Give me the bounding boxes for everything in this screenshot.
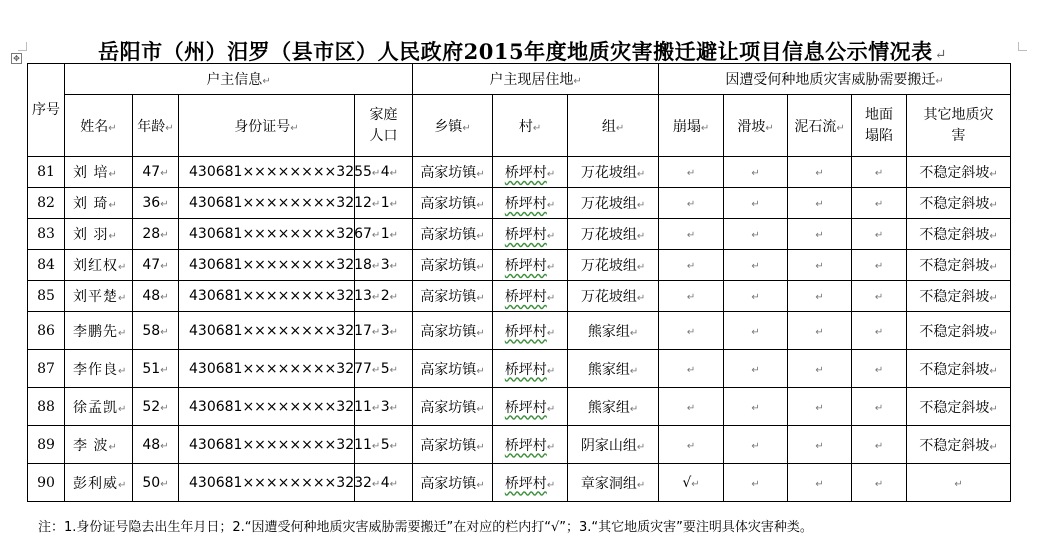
row-collapse (659, 250, 724, 281)
header-owner-info: 户主信息↵ (65, 64, 413, 95)
row-age: 48↵ (133, 281, 179, 312)
row-village: 桥坪村↵ (493, 250, 568, 281)
paragraph-mark-icon: ↵ (686, 292, 696, 303)
paragraph-mark-icon: ↵ (118, 479, 128, 491)
row-subsidence (852, 219, 907, 250)
paragraph-mark-icon: ↵ (546, 327, 556, 339)
row-name: 李作良↵ (65, 350, 133, 388)
paragraph-mark-icon: ↵ (989, 403, 998, 415)
paragraph-mark-icon: ↵ (751, 402, 760, 414)
row-seq: 85 (28, 281, 65, 312)
paragraph-mark-icon: ↵ (546, 441, 556, 453)
header-residence: 户主现居住地↵ (413, 64, 659, 95)
paragraph-mark-icon: ↵ (108, 200, 118, 211)
header-hazard-type: 因遭受何种地质灾害威胁需要搬迁↵ (659, 64, 1011, 95)
document-title (0, 36, 1045, 66)
row-debris-flow (788, 426, 852, 464)
paragraph-mark-icon: ↵ (815, 261, 824, 272)
paragraph-mark-icon: ↵ (160, 230, 169, 241)
paragraph-mark-icon: ↵ (118, 262, 128, 273)
paragraph-mark-icon: ↵ (476, 403, 485, 415)
row-id-number: 430681××××××××3212↵ (179, 188, 355, 219)
paragraph-mark-icon: ↵ (546, 231, 556, 242)
paragraph-mark-icon: ↵ (371, 402, 381, 414)
paragraph-mark-icon: ↵ (160, 168, 169, 179)
row-other-hazard: 不稳定斜坡↵ (907, 350, 1011, 388)
paragraph-mark-icon: ↵ (629, 327, 639, 339)
row-age: 50↵ (133, 464, 179, 502)
row-id-number: 430681××××××××3211↵ (179, 388, 355, 426)
row-other-hazard: 不稳定斜坡↵ (907, 219, 1011, 250)
paragraph-mark-icon: ↵ (108, 169, 118, 180)
row-id-number: 430681××××××××3277↵ (179, 350, 355, 388)
paragraph-mark-icon: ↵ (389, 478, 399, 490)
paragraph-mark-icon: ↵ (751, 168, 760, 179)
paragraph-mark-icon: ↵ (160, 402, 169, 414)
row-subsidence (852, 312, 907, 350)
row-town: 高家坊镇↵ (413, 426, 493, 464)
row-name: 刘 培↵ (65, 157, 133, 188)
row-landslide (724, 219, 788, 250)
row-household: 4↵ (355, 157, 413, 188)
row-collapse: √↵ (659, 464, 724, 502)
paragraph-mark-icon: ↵ (815, 230, 824, 241)
row-household: 1↵ (355, 188, 413, 219)
row-town: 高家坊镇↵ (413, 188, 493, 219)
paragraph-mark-icon: ↵ (118, 365, 128, 377)
paragraph-mark-icon: ↵ (476, 262, 485, 273)
row-household: 5↵ (355, 350, 413, 388)
row-debris-flow (788, 157, 852, 188)
row-village: 桥坪村↵ (493, 281, 568, 312)
row-landslide (724, 157, 788, 188)
row-village: 桥坪村↵ (493, 350, 568, 388)
row-town: 高家坊镇↵ (413, 250, 493, 281)
paragraph-mark-icon: ↵ (476, 441, 485, 453)
row-landslide (724, 188, 788, 219)
row-collapse (659, 281, 724, 312)
paragraph-mark-icon: ↵ (389, 292, 399, 303)
paragraph-mark-icon: ↵ (751, 478, 760, 490)
table-row (28, 188, 1011, 219)
paragraph-mark-icon: ↵ (691, 478, 700, 490)
paragraph-mark-icon: ↵ (546, 169, 556, 180)
row-household: 4↵ (355, 464, 413, 502)
row-debris-flow (788, 464, 852, 502)
paragraph-mark-icon: ↵ (989, 365, 998, 377)
row-debris-flow (788, 281, 852, 312)
row-town: 高家坊镇↵ (413, 281, 493, 312)
header-subsidence: 地面塌陷 (852, 95, 907, 157)
paragraph-mark-icon: ↵ (989, 200, 998, 211)
row-landslide (724, 388, 788, 426)
paragraph-mark-icon: ↵ (815, 168, 824, 179)
row-other-hazard (907, 464, 1011, 502)
paragraph-mark-icon: ↵ (118, 327, 128, 339)
row-age: 28↵ (133, 219, 179, 250)
row-village: 桥坪村↵ (493, 464, 568, 502)
table-row (28, 426, 1011, 464)
row-town: 高家坊镇↵ (413, 350, 493, 388)
table-move-handle-icon[interactable]: ✥ (11, 53, 22, 64)
paragraph-mark-icon: ↵ (751, 261, 760, 272)
row-other-hazard: 不稳定斜坡↵ (907, 281, 1011, 312)
header-collapse: 崩塌↵ (659, 95, 724, 157)
paragraph-mark-icon: ↵ (989, 231, 998, 242)
table-row (28, 388, 1011, 426)
row-group: 熊家组↵ (568, 312, 659, 350)
header-seq: 序号 (28, 64, 65, 157)
paragraph-mark-icon: ↵ (636, 231, 646, 242)
paragraph-mark-icon: ↵ (686, 230, 696, 241)
paragraph-mark-icon: ↵ (546, 293, 556, 304)
paragraph-mark-icon: ↵ (874, 478, 884, 490)
paragraph-mark-icon: ↵ (371, 292, 381, 303)
paragraph-mark-icon: ↵ (874, 168, 884, 179)
title-text: 岳阳市（州）汨罗（县市区）人民政府2015年度地质灾害搬迁避让项目信息公示情况表 (98, 39, 933, 64)
paragraph-mark-icon: ↵ (686, 402, 696, 414)
paragraph-mark-icon: ↵ (874, 440, 884, 452)
paragraph-mark-icon: ↵ (389, 402, 399, 414)
paragraph-mark-icon: ↵ (476, 200, 485, 211)
paragraph-mark-icon: ↵ (686, 440, 696, 452)
paragraph-mark-icon: ↵ (636, 169, 646, 180)
paragraph-mark-icon: ↵ (108, 441, 118, 453)
row-id-number: 430681××××××××3213↵ (179, 281, 355, 312)
paragraph-mark-icon: ↵ (815, 199, 824, 210)
row-village: 桥坪村↵ (493, 188, 568, 219)
paragraph-mark-icon: ↵ (371, 478, 381, 490)
row-town: 高家坊镇↵ (413, 219, 493, 250)
row-collapse (659, 157, 724, 188)
row-village: 桥坪村↵ (493, 426, 568, 464)
paragraph-mark-icon: ↵ (636, 262, 646, 273)
paragraph-mark-icon: ↵ (118, 403, 128, 415)
row-age: 47↵ (133, 250, 179, 281)
row-age: 51↵ (133, 350, 179, 388)
paragraph-mark-icon: ↵ (686, 326, 696, 338)
paragraph-mark-icon: ↵ (371, 199, 381, 210)
paragraph-mark-icon: ↵ (989, 169, 998, 180)
paragraph-mark-icon: ↵ (989, 293, 998, 304)
paragraph-mark-icon: ↵ (636, 293, 646, 304)
paragraph-mark-icon: ↵ (751, 292, 760, 303)
paragraph-mark-icon: ↵ (686, 261, 696, 272)
row-collapse (659, 388, 724, 426)
row-village: 桥坪村↵ (493, 312, 568, 350)
paragraph-mark-icon: ↵ (751, 364, 760, 376)
paragraph-mark-icon: ↵ (160, 364, 169, 376)
paragraph-mark-icon: ↵ (636, 441, 646, 453)
row-id-number: 430681××××××××3267↵ (179, 219, 355, 250)
row-name: 刘 羽↵ (65, 219, 133, 250)
row-group: 阴家山组↵ (568, 426, 659, 464)
row-debris-flow (788, 250, 852, 281)
row-subsidence (852, 464, 907, 502)
paragraph-mark-icon: ↵ (954, 478, 963, 490)
row-town: 高家坊镇↵ (413, 157, 493, 188)
row-household: 3↵ (355, 312, 413, 350)
row-id-number: 430681××××××××3211↵ (179, 426, 355, 464)
paragraph-mark-icon: ↵ (476, 169, 485, 180)
paragraph-mark-icon: ↵ (815, 326, 824, 338)
row-landslide (724, 464, 788, 502)
row-age: 52↵ (133, 388, 179, 426)
row-group: 万花坡组↵ (568, 250, 659, 281)
paragraph-mark-icon: ↵ (815, 402, 824, 414)
paragraph-mark-icon: ↵ (636, 479, 646, 491)
table-row (28, 219, 1011, 250)
footnote: 注：1.身份证号隐去出生年月日；2.“因遭受何种地质灾害威胁需要搬迁”在对应的栏内打“√”；3.“其它地质灾害”要注明具体灾害种类。 (38, 520, 813, 535)
paragraph-mark-icon: ↵ (636, 200, 646, 211)
row-group: 万花坡组↵ (568, 157, 659, 188)
row-household: 1↵ (355, 219, 413, 250)
relocation-table (27, 63, 1011, 502)
paragraph-mark-icon: ↵ (874, 326, 884, 338)
paragraph-mark-icon: ↵ (815, 292, 824, 303)
row-seq: 90 (28, 464, 65, 502)
row-village: 桥坪村↵ (493, 219, 568, 250)
paragraph-mark-icon: ↵ (160, 261, 169, 272)
paragraph-mark-icon: ↵ (686, 168, 696, 179)
row-seq: 84 (28, 250, 65, 281)
row-name: 徐孟凯↵ (65, 388, 133, 426)
row-seq: 87 (28, 350, 65, 388)
row-village: 桥坪村↵ (493, 388, 568, 426)
header-debris-flow: 泥石流↵ (788, 95, 852, 157)
row-name: 刘红权↵ (65, 250, 133, 281)
row-household: 5↵ (355, 426, 413, 464)
paragraph-mark-icon: ↵ (476, 365, 485, 377)
row-subsidence (852, 388, 907, 426)
row-landslide (724, 350, 788, 388)
row-subsidence (852, 250, 907, 281)
table-row (28, 250, 1011, 281)
paragraph-mark-icon: ↵ (389, 440, 399, 452)
row-town: 高家坊镇↵ (413, 312, 493, 350)
paragraph-mark-icon: ↵ (371, 261, 381, 272)
paragraph-mark-icon: ↵ (874, 199, 884, 210)
paragraph-mark-icon: ↵ (546, 365, 556, 377)
row-household: 3↵ (355, 250, 413, 281)
paragraph-mark-icon: ↵ (108, 231, 118, 242)
paragraph-mark-icon: ↵ (751, 326, 760, 338)
paragraph-mark-icon: ↵ (874, 402, 884, 414)
paragraph-mark-icon: ↵ (160, 199, 169, 210)
row-seq: 81 (28, 157, 65, 188)
paragraph-mark-icon: ↵ (371, 364, 381, 376)
paragraph-mark-icon: ↵ (389, 199, 399, 210)
paragraph-mark-icon: ↵ (546, 479, 556, 491)
paragraph-mark-icon: ↵ (389, 326, 399, 338)
header-landslide: 滑坡↵ (724, 95, 788, 157)
paragraph-mark-icon: ↵ (160, 292, 169, 303)
row-debris-flow (788, 312, 852, 350)
row-group: 熊家组↵ (568, 388, 659, 426)
row-group: 万花坡组↵ (568, 281, 659, 312)
paragraph-mark-icon: ↵ (371, 168, 381, 179)
row-household: 3↵ (355, 388, 413, 426)
paragraph-mark-icon: ↵ (389, 168, 399, 179)
row-other-hazard: 不稳定斜坡↵ (907, 250, 1011, 281)
paragraph-mark-icon: ↵ (476, 293, 485, 304)
table-row (28, 312, 1011, 350)
paragraph-mark-icon: ↵ (371, 230, 381, 241)
row-debris-flow (788, 350, 852, 388)
paragraph-mark-icon: ↵ (160, 326, 169, 338)
row-group: 万花坡组↵ (568, 219, 659, 250)
row-name: 刘平楚↵ (65, 281, 133, 312)
row-subsidence (852, 350, 907, 388)
paragraph-mark-icon: ↵ (934, 47, 947, 63)
paragraph-mark-icon: ↵ (546, 262, 556, 273)
paragraph-mark-icon: ↵ (476, 327, 485, 339)
row-debris-flow (788, 219, 852, 250)
row-collapse (659, 350, 724, 388)
row-name: 李鹏先↵ (65, 312, 133, 350)
paragraph-mark-icon: ↵ (389, 230, 399, 241)
table-row (28, 350, 1011, 388)
row-town: 高家坊镇↵ (413, 464, 493, 502)
header-other-hazard: 其它地质灾害 (907, 95, 1011, 157)
row-village: 桥坪村↵ (493, 157, 568, 188)
paragraph-mark-icon: ↵ (160, 440, 169, 452)
row-other-hazard: 不稳定斜坡↵ (907, 312, 1011, 350)
header-town: 乡镇↵ (413, 95, 493, 157)
paragraph-mark-icon: ↵ (389, 364, 399, 376)
paragraph-mark-icon: ↵ (874, 261, 884, 272)
header-age: 年龄↵ (133, 95, 179, 157)
row-landslide (724, 281, 788, 312)
paragraph-mark-icon: ↵ (686, 199, 696, 210)
header-name: 姓名↵ (65, 95, 133, 157)
paragraph-mark-icon: ↵ (629, 403, 639, 415)
row-age: 58↵ (133, 312, 179, 350)
paragraph-mark-icon: ↵ (546, 403, 556, 415)
paragraph-mark-icon: ↵ (371, 326, 381, 338)
row-landslide (724, 312, 788, 350)
header-group: 组↵ (568, 95, 659, 157)
paragraph-mark-icon: ↵ (476, 231, 485, 242)
row-name: 李 波↵ (65, 426, 133, 464)
row-name: 刘 琦↵ (65, 188, 133, 219)
paragraph-mark-icon: ↵ (815, 478, 824, 490)
row-seq: 89 (28, 426, 65, 464)
row-subsidence (852, 157, 907, 188)
row-subsidence (852, 188, 907, 219)
row-seq: 83 (28, 219, 65, 250)
row-seq: 88 (28, 388, 65, 426)
paragraph-mark-icon: ↵ (989, 327, 998, 339)
row-town: 高家坊镇↵ (413, 388, 493, 426)
row-other-hazard: 不稳定斜坡↵ (907, 426, 1011, 464)
row-debris-flow (788, 188, 852, 219)
header-id: 身份证号↵ (179, 95, 355, 157)
paragraph-mark-icon: ↵ (815, 440, 824, 452)
row-group: 熊家组↵ (568, 350, 659, 388)
row-other-hazard: 不稳定斜坡↵ (907, 388, 1011, 426)
row-seq: 86 (28, 312, 65, 350)
row-collapse (659, 188, 724, 219)
row-collapse (659, 312, 724, 350)
table-row (28, 464, 1011, 502)
row-id-number: 430681××××××××3217↵ (179, 312, 355, 350)
paragraph-mark-icon: ↵ (686, 364, 696, 376)
row-age: 47↵ (133, 157, 179, 188)
header-row-1 (28, 64, 1011, 95)
paragraph-mark-icon: ↵ (989, 441, 998, 453)
paragraph-mark-icon: ↵ (815, 364, 824, 376)
paragraph-mark-icon: ↵ (874, 292, 884, 303)
header-household: 家庭人口 (355, 95, 413, 157)
table-row (28, 157, 1011, 188)
row-subsidence (852, 426, 907, 464)
paragraph-mark-icon: ↵ (629, 365, 639, 377)
table-row (28, 281, 1011, 312)
row-collapse (659, 219, 724, 250)
paragraph-mark-icon: ↵ (874, 364, 884, 376)
paragraph-mark-icon: ↵ (389, 261, 399, 272)
paragraph-mark-icon: ↵ (874, 230, 884, 241)
row-subsidence (852, 281, 907, 312)
row-debris-flow (788, 388, 852, 426)
row-household: 2↵ (355, 281, 413, 312)
row-age: 48↵ (133, 426, 179, 464)
row-landslide (724, 250, 788, 281)
row-group: 章家洞组↵ (568, 464, 659, 502)
row-seq: 82 (28, 188, 65, 219)
paragraph-mark-icon: ↵ (751, 230, 760, 241)
row-id-number: 430681××××××××3232↵ (179, 464, 355, 502)
paragraph-mark-icon: ↵ (751, 199, 760, 210)
header-village: 村↵ (493, 95, 568, 157)
row-age: 36↵ (133, 188, 179, 219)
row-group: 万花坡组↵ (568, 188, 659, 219)
paragraph-mark-icon: ↵ (989, 262, 998, 273)
paragraph-mark-icon: ↵ (751, 440, 760, 452)
paragraph-mark-icon: ↵ (371, 440, 381, 452)
row-landslide (724, 426, 788, 464)
row-collapse (659, 426, 724, 464)
header-row-2 (28, 95, 1011, 157)
paragraph-mark-icon: ↵ (546, 200, 556, 211)
row-other-hazard: 不稳定斜坡↵ (907, 157, 1011, 188)
paragraph-mark-icon: ↵ (118, 293, 128, 304)
row-other-hazard: 不稳定斜坡↵ (907, 188, 1011, 219)
row-id-number: 430681××××××××3255↵ (179, 157, 355, 188)
row-name: 彭利威↵ (65, 464, 133, 502)
row-id-number: 430681××××××××3218↵ (179, 250, 355, 281)
paragraph-mark-icon: ↵ (160, 478, 169, 490)
paragraph-mark-icon: ↵ (476, 479, 485, 491)
